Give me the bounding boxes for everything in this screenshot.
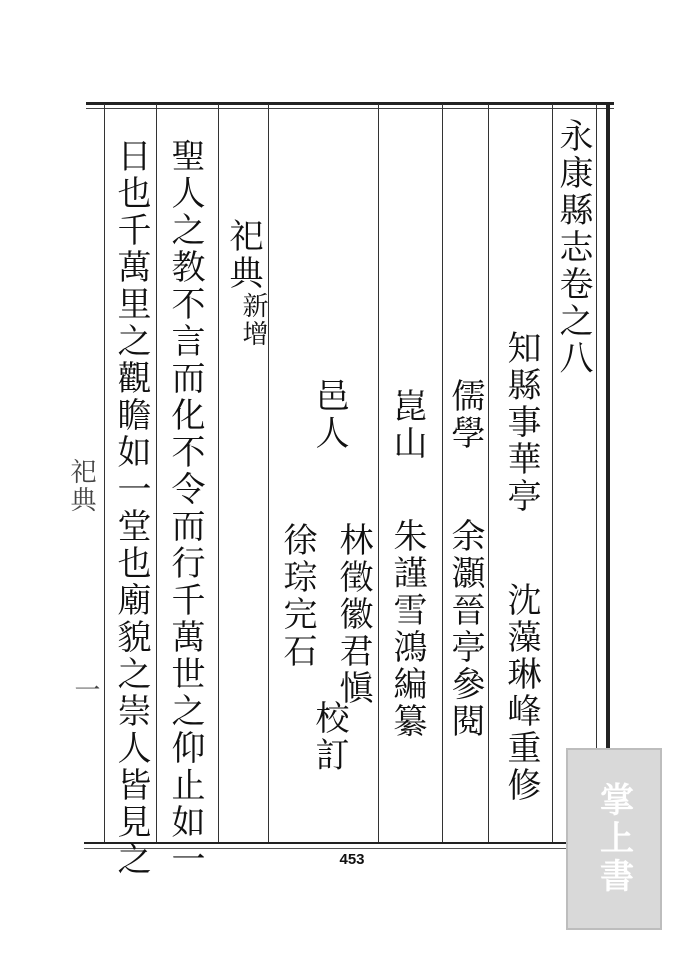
section-note: 新增: [238, 292, 268, 348]
xu-name: 徐琮完石: [277, 522, 317, 670]
body-line-2: 日也千萬里之觀瞻如一堂也廟貌之崇人皆見之: [111, 138, 151, 878]
column-rule: [596, 104, 597, 842]
collation-label: 校訂: [309, 700, 349, 774]
town-place: 邑人: [309, 378, 349, 452]
column-rule: [156, 104, 157, 842]
scholar-name: 余灝晉亭參閱: [445, 518, 485, 740]
bottom-border: [84, 842, 614, 844]
library-stamp: [566, 748, 662, 930]
column-rule: [488, 104, 489, 842]
lin-name: 林徵徽君愼: [333, 522, 373, 707]
scholar-role: 儒學: [445, 378, 485, 452]
magistrate-name: 沈藻琳峰重修: [501, 582, 541, 804]
right-frame-line: [606, 104, 610, 842]
page-number: 453: [339, 851, 365, 868]
magistrate-role: 知縣事華亭: [501, 330, 541, 515]
top-border: [86, 102, 614, 105]
top-border-inner: [86, 108, 614, 109]
margin-folio: 一: [70, 676, 100, 704]
column-rule: [268, 104, 269, 842]
column-rule: [442, 104, 443, 842]
column-rule: [104, 104, 105, 842]
kunshan-name: 朱謹雪鴻編纂: [387, 518, 427, 740]
body-line-1: 聖人之教不言而化不令而行千萬世之仰止如一: [165, 138, 205, 878]
stamp-text: 掌上書: [593, 782, 634, 896]
volume-title: 永康縣志卷之八: [553, 118, 593, 377]
bottom-border-inner: [84, 848, 614, 849]
column-rule: [218, 104, 219, 842]
margin-chapter-tag: 祀典: [66, 458, 96, 514]
column-rule: [378, 104, 379, 842]
kunshan-place: 崑山: [387, 388, 427, 462]
section-heading: 祀典: [223, 218, 263, 292]
